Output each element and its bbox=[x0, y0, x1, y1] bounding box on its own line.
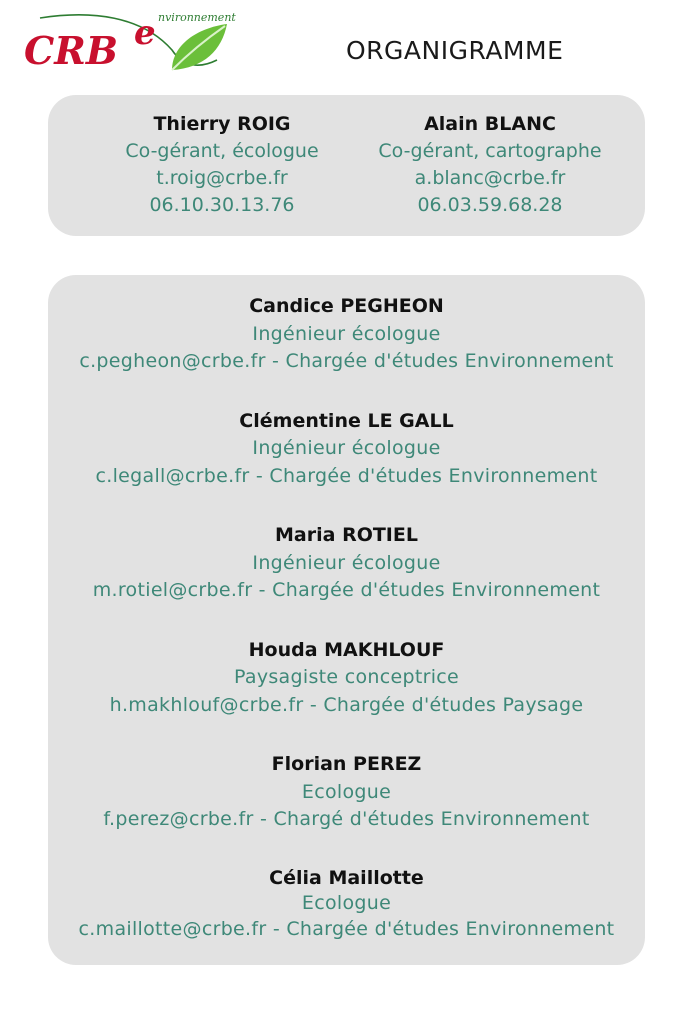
manager-role: Co-gérant, cartographe bbox=[378, 140, 602, 162]
manager-phone[interactable]: 06.10.30.13.76 bbox=[149, 194, 295, 216]
staff-detail[interactable]: h.makhlouf@crbe.fr - Chargée d'études Paysage bbox=[109, 693, 584, 716]
staff-panel bbox=[48, 275, 645, 965]
staff-name: Clémentine LE GALL bbox=[239, 409, 454, 432]
manager-email[interactable]: t.roig@crbe.fr bbox=[156, 167, 288, 189]
staff-detail[interactable]: m.rotiel@crbe.fr - Chargée d'études Environnement bbox=[92, 579, 601, 601]
staff-entry bbox=[48, 866, 645, 943]
staff-detail[interactable]: c.pegheon@crbe.fr - Chargée d'études Environnement bbox=[79, 350, 614, 372]
staff-name: Florian PEREZ bbox=[271, 753, 422, 775]
staff-name: Candice PEGHEON bbox=[249, 295, 444, 317]
staff-entry bbox=[48, 637, 645, 720]
manager-role: Co-gérant, écologue bbox=[125, 140, 319, 162]
manager-card bbox=[92, 111, 352, 219]
staff-name: Maria ROTIEL bbox=[275, 524, 418, 546]
staff-title: Ecologue bbox=[301, 780, 392, 803]
crbe-logo bbox=[22, 10, 237, 80]
staff-title: Paysagiste conceptrice bbox=[233, 666, 460, 688]
manager-name: Thierry ROIG bbox=[153, 113, 291, 135]
staff-detail[interactable]: c.maillotte@crbe.fr - Chargée d'études Environnement bbox=[78, 917, 615, 940]
staff-name: Houda MAKHLOUF bbox=[248, 638, 445, 661]
staff-entry bbox=[48, 751, 645, 834]
staff-detail[interactable]: f.perez@crbe.fr - Chargé d'études Environnement bbox=[103, 808, 590, 830]
manager-email[interactable]: a.blanc@crbe.fr bbox=[414, 167, 566, 189]
staff-title: Ingénieur écologue bbox=[252, 551, 441, 574]
staff-entry bbox=[48, 293, 645, 376]
manager-card bbox=[360, 111, 620, 219]
staff-list bbox=[48, 293, 645, 974]
staff-title: Ingénieur écologue bbox=[252, 437, 441, 459]
staff-title: Ingénieur écologue bbox=[252, 322, 441, 345]
staff-detail[interactable]: c.legall@crbe.fr - Chargée d'études Environnement bbox=[95, 464, 598, 487]
staff-title: Ecologue bbox=[301, 892, 392, 914]
staff-entry bbox=[48, 408, 645, 491]
manager-name: Alain BLANC bbox=[424, 113, 556, 135]
page-title: ORGANIGRAMME bbox=[346, 36, 564, 65]
manager-phone[interactable]: 06.03.59.68.28 bbox=[417, 194, 563, 216]
leaf-icon bbox=[172, 24, 227, 70]
logo-script: nvironnement bbox=[158, 11, 236, 24]
logo-wordmark: CRB bbox=[24, 28, 118, 73]
staff-entry bbox=[48, 522, 645, 605]
logo-letter-e: e bbox=[134, 13, 156, 53]
managers-panel bbox=[48, 95, 645, 236]
staff-name: Célia Maillotte bbox=[269, 866, 424, 889]
